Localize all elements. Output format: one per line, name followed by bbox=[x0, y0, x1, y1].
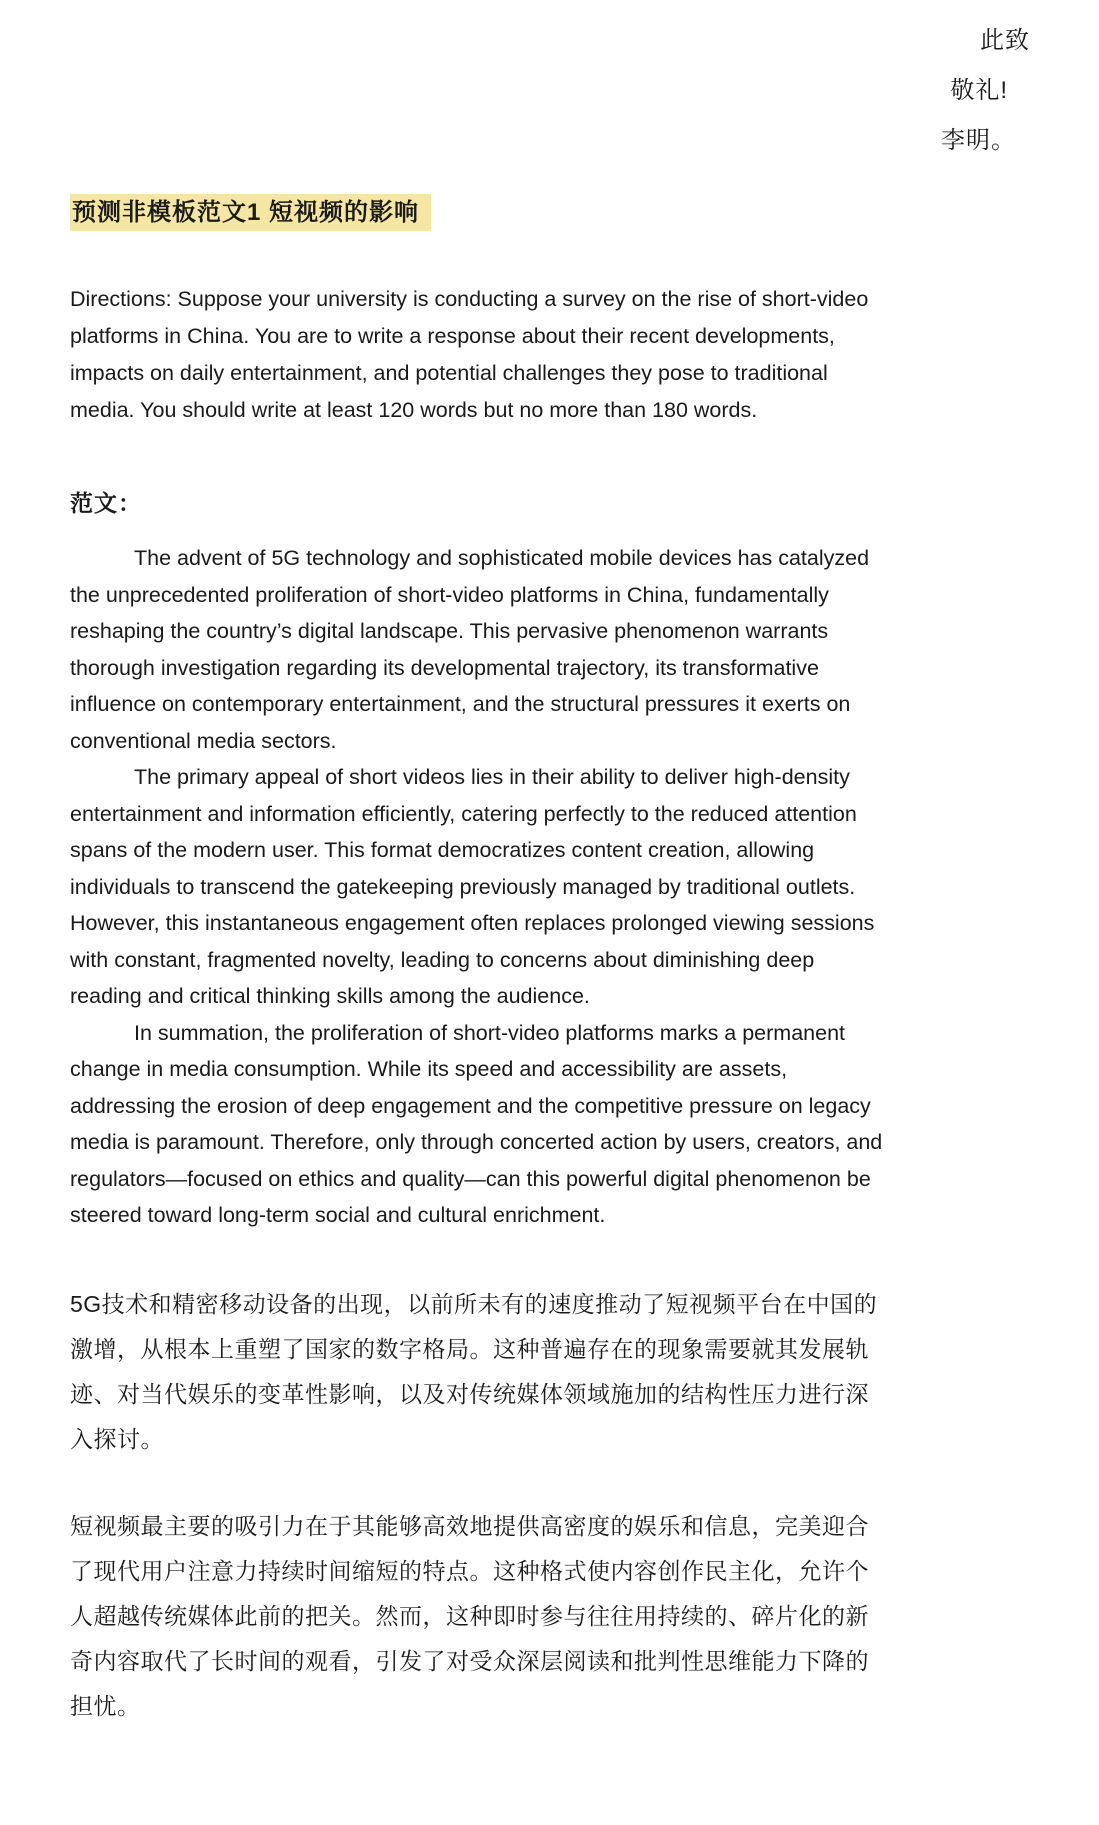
essay-paragraph-1: The advent of 5G technology and sophisticated mobile devices has catalyzed the unprecedented proliferation of short-video platforms in China, fundamentally reshaping the country’s digital landscape. This pervasive phenomenon warrants thorough investigation regarding its developmental trajectory, its transformative influence on contemporary entertainment, and the structural pressures it exerts on conventional media sectors. bbox=[70, 546, 870, 753]
essay-paragraph-3: In summation, the proliferation of short-video platforms marks a permanent change in media consumption. While its speed and accessibility are assets, addressing the erosion of deep engagement and the competitive pressure on legacy media is paramount. Therefore, only through concerted action by users, creators, and regulators—focused on ethics and quality—can this powerful digital phenomenon be steered toward long-term social and cultural enrichment. bbox=[70, 1020, 883, 1227]
essay-paragraph-2: The primary appeal of short videos lies in their ability to deliver high-density entertainment and information efficiently, catering perfectly to the reduced attention spans of the modern user. This format democratizes content creation, allowing individuals to transcend the gatekeeping previously managed by traditional outlets. However, this instantaneous engagement often replaces prolonged viewing sessions with constant, fragmented novelty, leading to concerns about diminishing deep reading and critical thinking skills among the audience. bbox=[70, 765, 875, 1008]
closing-salute: 敬礼! bbox=[950, 77, 1008, 104]
letter-closing bbox=[70, 16, 1030, 166]
directions-paragraph: Directions: Suppose your university is conducting a survey on the rise of short-video platforms in China. You are to write a response about their recent developments, impacts on daily entertainment, and potential challenges they pose to traditional media. You should write at least 120 words but no more than 180 words. bbox=[70, 287, 869, 422]
translation-paragraph-2: 短视频最主要的吸引力在于其能够高效地提供高密度的娱乐和信息，完美迎合了现代用户注意力持续时间缩短的特点。这种格式使内容创作民主化，允许个人超越传统媒体此前的把关。然而，这种即时参与往往用持续的、碎片化的新奇内容取代了长时间的观看，引发了对受众深层阅读和批判性思维能力下降的担忧。 bbox=[70, 1512, 869, 1719]
closing-regards: 此致 bbox=[980, 27, 1030, 54]
section-heading-highlight: 预测非模板范文1 短视频的影响 bbox=[70, 194, 431, 231]
section-heading bbox=[70, 192, 1030, 227]
translation-paragraph-1: 5G技术和精密移动设备的出现，以前所未有的速度推动了短视频平台在中国的激增，从根本上重塑了国家的数字格局。这种普遍存在的现象需要就其发展轨迹、对当代娱乐的变革性影响，以及对传统媒体领域施加的结构性压力进行深入探讨。 bbox=[70, 1290, 878, 1452]
sample-essay-label: 范文： bbox=[70, 490, 142, 516]
closing-signature: 李明。 bbox=[941, 127, 1016, 154]
